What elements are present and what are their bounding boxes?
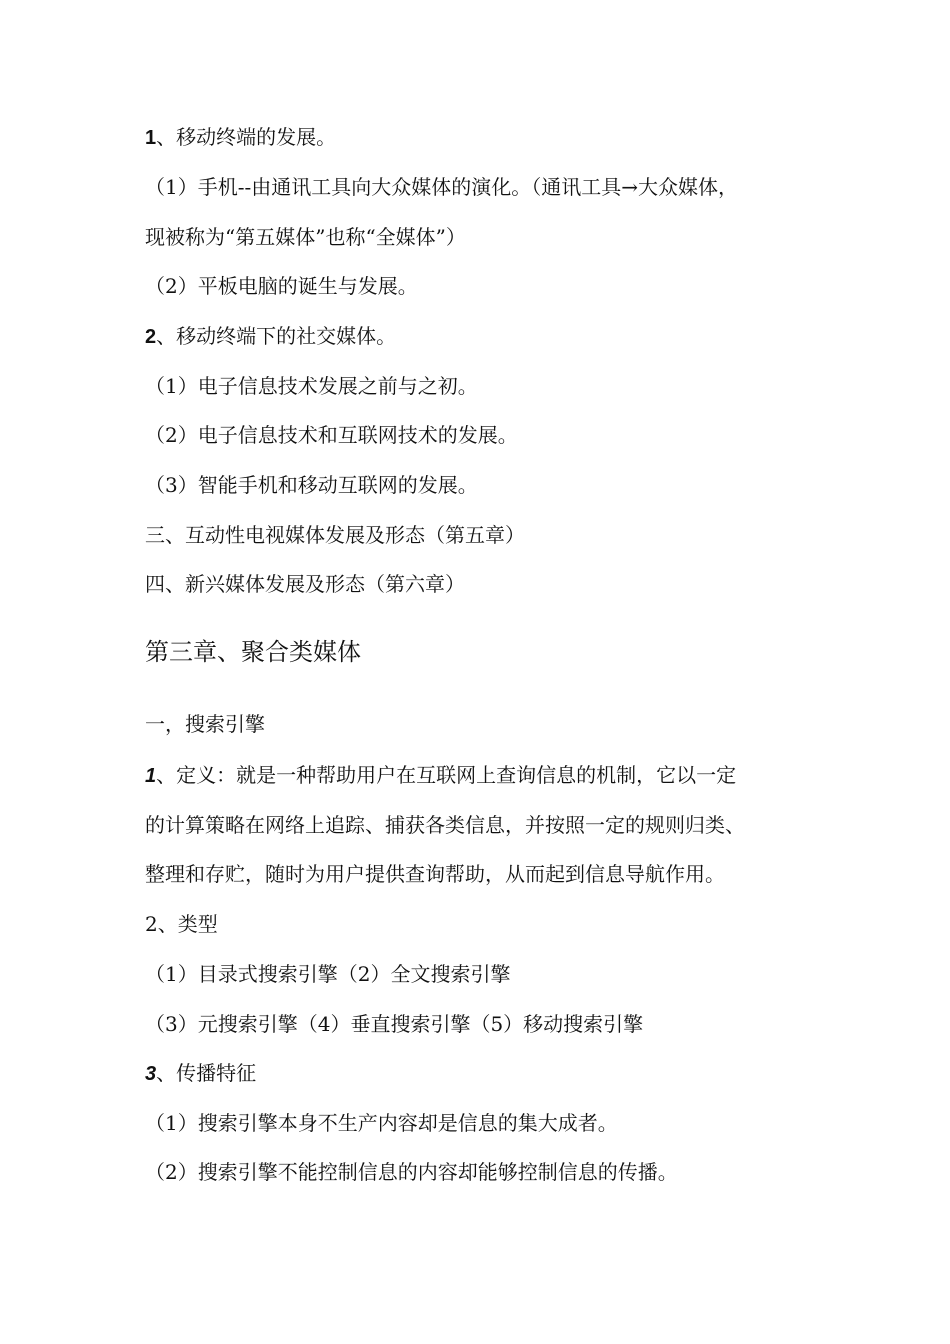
paragraph-line: （2）电子信息技术和互联网技术的发展。 (145, 423, 518, 447)
item-text: 、移动终端下的社交媒体。 (156, 324, 397, 348)
paragraph-line: （2）平板电脑的诞生与发展。 (145, 274, 418, 298)
paragraph-line: （1）手机--由通讯工具向大众媒体的演化。（通讯工具→大众媒体， (145, 175, 738, 199)
paragraph-line: 四、新兴媒体发展及形态（第六章） (145, 572, 465, 596)
item-text: 、移动终端的发展。 (156, 125, 337, 149)
definition-line (145, 762, 736, 789)
paragraph-line: （2）搜索引擎不能控制信息的内容却能够控制信息的传播。 (145, 1160, 678, 1184)
item-text: 、定义：就是一种帮助用户在互联网上查询信息的机制，它以一定 (156, 763, 737, 787)
item-text: 、传播特征 (156, 1061, 257, 1085)
paragraph-line: （1）目录式搜索引擎（2）全文搜索引擎 (145, 962, 511, 986)
paragraph-line: 现被称为“第五媒体”也称“全媒体”） (145, 225, 466, 249)
chapter-heading: 第三章、聚合类媒体 (145, 638, 361, 666)
paragraph-line: （1）搜索引擎本身不生产内容却是信息的集大成者。 (145, 1111, 618, 1135)
paragraph-line: （3）元搜索引擎（4）垂直搜索引擎（5）移动搜索引擎 (145, 1012, 644, 1036)
paragraph-line: 整理和存贮，随时为用户提供查询帮助，从而起到信息导航作用。 (145, 862, 725, 886)
section-item-mobile-terminal (145, 124, 336, 151)
paragraph-line: （3）智能手机和移动互联网的发展。 (145, 473, 478, 497)
item-number: 3 (145, 1063, 157, 1085)
paragraph-line: 的计算策略在网络上追踪、捕获各类信息，并按照一定的规则归类、 (145, 813, 745, 837)
item-number: 1 (145, 127, 157, 149)
item-number: 2 (145, 326, 157, 348)
paragraph-line: （1）电子信息技术发展之前与之初。 (145, 374, 478, 398)
section-item-social-media (145, 323, 396, 350)
section-item-features (145, 1060, 256, 1087)
paragraph-line: 三、互动性电视媒体发展及形态（第五章） (145, 523, 525, 547)
paragraph-line: 2、类型 (145, 912, 218, 936)
section-heading: 一，搜索引擎 (145, 712, 265, 736)
item-number: 1 (145, 765, 157, 787)
